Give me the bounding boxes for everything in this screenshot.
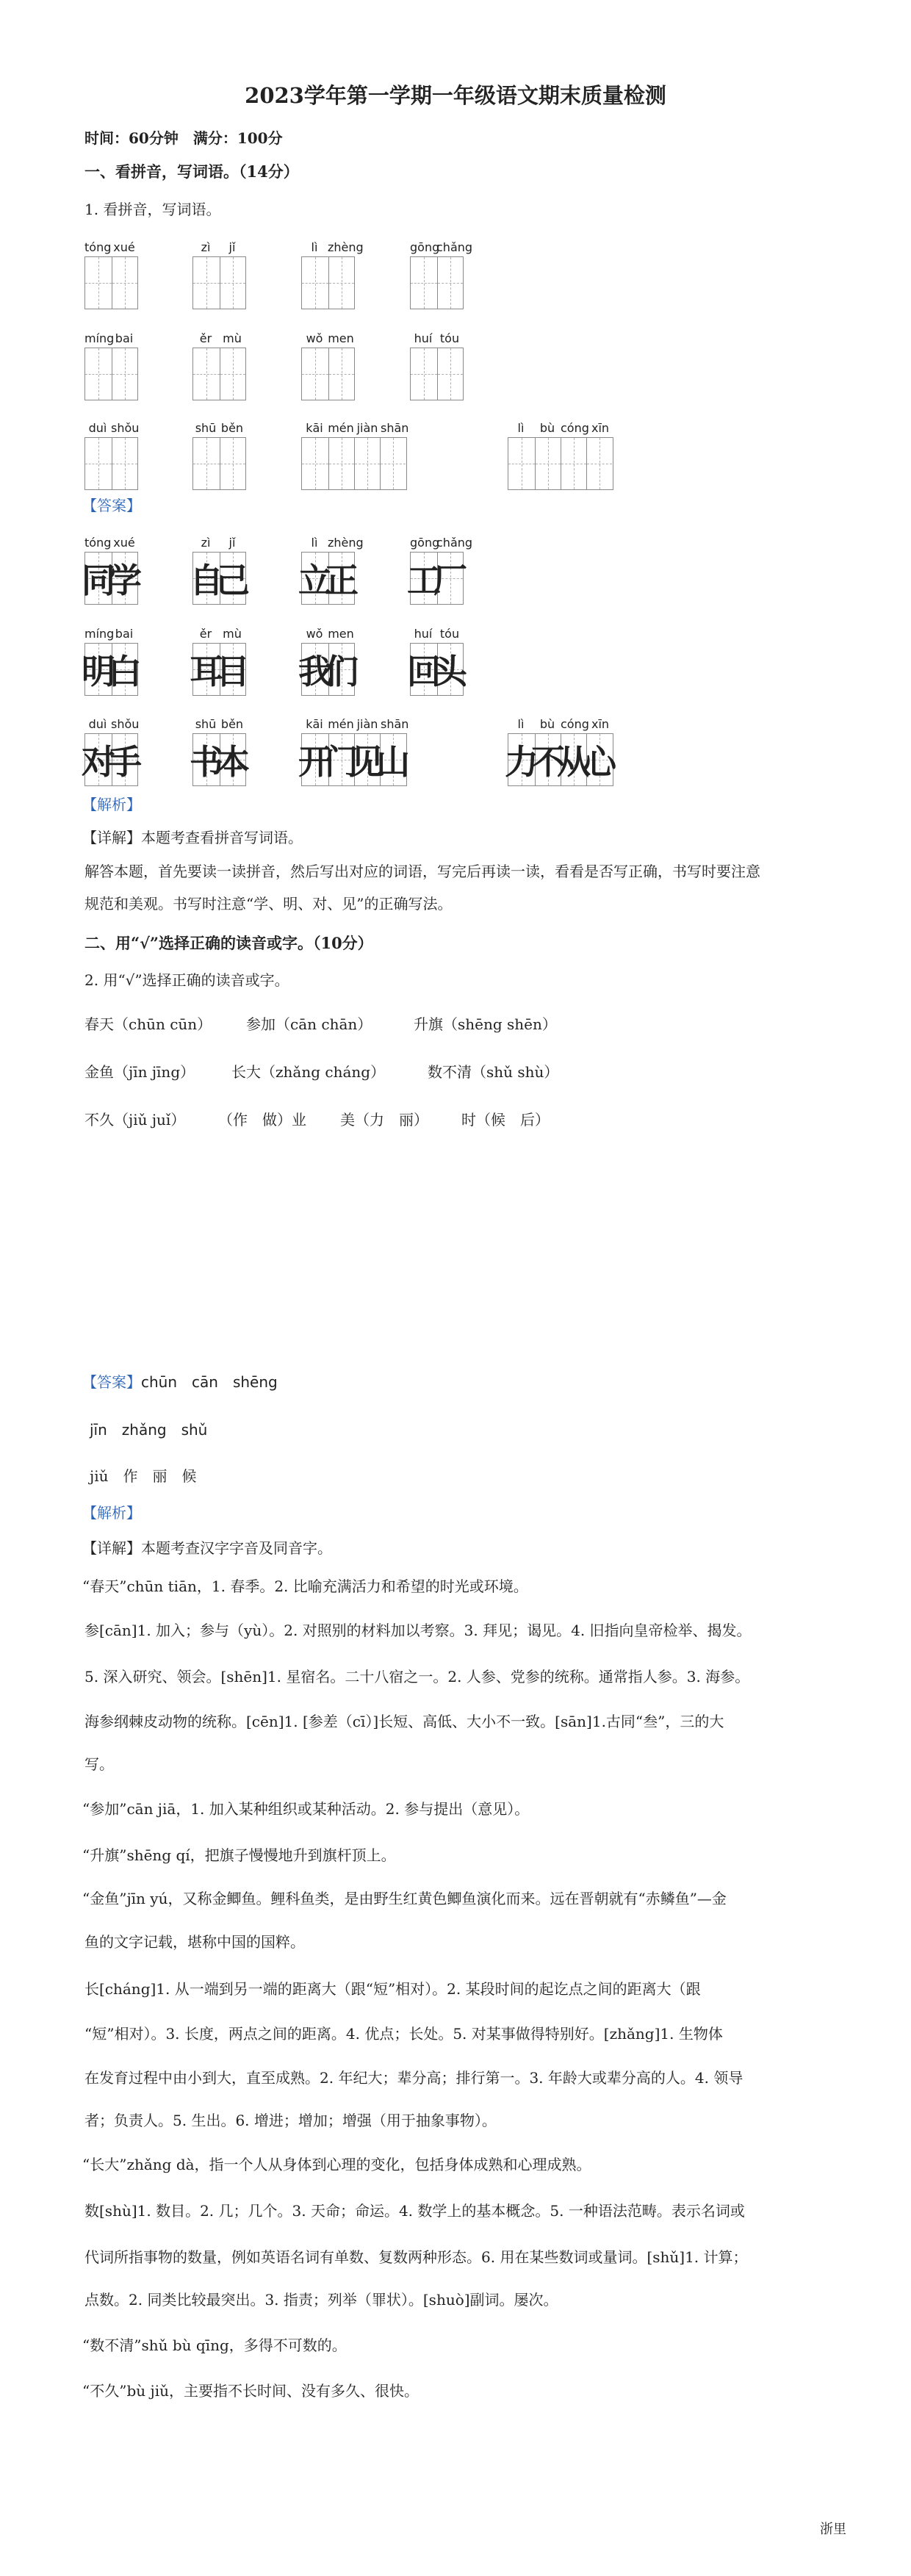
writing-box[interactable] [354,438,380,489]
explanation-line: 海参纲棘皮动物的统称。[cēn]1. [参差（cī）]长短、高低、大小不一致。[sān]1.古同“叁”，三的大 [84,1713,724,1730]
writing-box[interactable] [411,348,437,400]
pinyin-syllable: shǒu [111,421,140,435]
writing-box[interactable] [328,257,354,309]
pinyin-syllable: huí [414,627,433,641]
question-word-group [301,330,355,400]
choice-item: 美（力 丽） [340,1111,428,1129]
answer-character: 回 [407,652,441,691]
tian-zi-grid [410,256,464,309]
writing-box[interactable] [508,438,535,489]
answer-2-line-2: jīn zhǎng shǔ [90,1421,208,1439]
pinyin-row [301,420,407,437]
writing-box[interactable] [328,438,354,489]
section-1-heading: 一、看拼音，写词语。（14分） [84,162,299,181]
pinyin-row [192,625,246,643]
explanation-line: “数不清”shǔ bù qīng，多得不可数的。 [82,2336,347,2354]
explanation-line: 者；负责人。5. 生出。6. 增进；增加；增强（用于抽象事物）。 [84,2112,497,2129]
answer-character: 对 [82,742,115,782]
tian-zi-grid [301,348,355,400]
explanation-line: “不久”bù jiǔ，主要指不长时间、没有多久、很快。 [82,2382,419,2400]
pinyin-row [508,420,613,437]
answer-box [583,734,616,785]
answer-word-group [298,625,359,696]
answer-2-line-1 [82,1370,278,1392]
answer-character: 我 [298,652,332,691]
writing-box[interactable] [112,257,137,309]
explanation-line: 写。 [84,1755,114,1773]
explanation-line: “短”相对）。3. 长度，两点之间的距离。4. 优点；长处。5. 对某事做得特别好。[zhǎng]1. 生物体 [84,2025,723,2043]
answer-character: 山 [376,742,410,782]
pinyin-syllable: lì [311,536,318,550]
pinyin-syllable: duì [88,421,107,435]
pinyin-syllable: men [328,331,354,345]
answer-character: 学 [108,561,142,600]
explain-line-1: 解答本题，首先要读一读拼音，然后写出对应的词语，写完后再读一读，看看是否写正确，书写时要注意 [84,863,760,880]
pinyin-syllable: ěr [199,627,212,641]
detail-2: 【详解】本题考查汉字字音及同音字。 [82,1539,332,1557]
pinyin-syllable: shān [381,421,409,435]
explanation-line: 在发育过程中由小到大，直至成熟。2. 年纪大；辈分高；排行第一。3. 年龄大或辈分高的人。4. 领导 [84,2069,743,2087]
writing-box[interactable] [302,438,328,489]
pinyin-row [84,625,138,643]
answer-character: 开 [298,742,332,782]
pinyin-syllable: kāi [306,421,323,435]
answer-word-group [407,534,473,605]
explanation-line: “春天”chūn tiān，1. 春季。2. 比喻充满活力和希望的时光或环境。 [82,1577,528,1595]
page-title: 2023学年第一学期一年级语文期末质量检测 [245,83,666,108]
tian-zi-grid [298,643,359,696]
tian-zi-grid [84,348,138,400]
question-2: 2. 用“√”选择正确的读音或字。 [84,971,289,989]
pinyin-syllable: wǒ [306,331,323,345]
pinyin-syllable: duì [88,717,107,731]
tian-zi-grid [82,552,142,605]
question-word-group [84,420,138,490]
pinyin-row [508,716,613,733]
answer-character: 不 [531,742,565,782]
writing-box[interactable] [193,257,220,309]
answer-character: 们 [325,652,359,691]
answer-word-group [407,625,467,696]
tian-zi-grid [82,733,142,786]
pinyin-row [84,330,138,348]
pinyin-syllable: gōng [410,536,440,550]
pinyin-syllable: zhèng [328,536,364,550]
pinyin-syllable: míng [84,627,115,641]
pinyin-syllable: shū [195,717,217,731]
answer-box [108,644,142,695]
question-word-group [192,420,246,490]
answer-tag-2: 【答案】 [82,1373,141,1391]
explanation-line: “金鱼”jīn yú，又称金鲫鱼。鲤科鱼类，是由野生红黄色鲫鱼演化而来。远在晋朝就有“赤鳞鱼”—金 [82,1890,727,1907]
choice-item: 时（候 后） [461,1111,550,1129]
pinyin-syllable: cóng [561,717,589,731]
answer-character: 见 [350,742,384,782]
explanation-line: 数[shù]1. 数目。2. 几；几个。3. 天命；命运。4. 数学上的基本概念。5. 一种语法范畴。表示名词或 [84,2202,745,2220]
pinyin-row [84,239,138,256]
pinyin-row [301,716,407,733]
pinyin-syllable: lì [517,421,525,435]
answer-character: 立 [298,561,332,600]
pinyin-syllable: chǎng [436,240,473,254]
pinyin-syllable: bai [115,331,134,345]
tian-zi-grid [301,256,355,309]
explanation-line: 参[cān]1. 加入；参与（yù）。2. 对照别的材料加以考察。3. 拜见；谒见。4. 旧指向皇帝检举、揭发。 [84,1622,752,1639]
pinyin-syllable: cóng [561,421,589,435]
answer-word-group [298,534,364,605]
pinyin-row [192,534,246,552]
writing-box[interactable] [193,438,220,489]
question-word-group [508,420,613,490]
writing-box[interactable] [302,257,328,309]
pinyin-row [410,534,473,552]
question-word-group [84,330,138,400]
answer-character: 正 [325,561,359,600]
choice-item: （作 做）业 [218,1111,306,1129]
pinyin-row [84,420,138,437]
explanation-line: 点数。2. 同类比较最突出。3. 指责；列举（罪状）。[shuò]副词。屡次。 [84,2291,558,2309]
tian-zi-grid [82,643,142,696]
explanation-line: 长[cháng]1. 从一端到另一端的距离大（跟“短”相对）。2. 某段时间的起讫点之间的距离大（跟 [84,1980,701,1998]
pinyin-row [84,716,138,733]
pinyin-syllable: mén [328,421,354,435]
pinyin-syllable: zhèng [328,240,364,254]
answer-box [433,644,467,695]
writing-box[interactable] [220,438,245,489]
pinyin-syllable: ěr [199,331,212,345]
pinyin-syllable: běn [220,717,244,731]
section-2-heading: 二、用“√”选择正确的读音或字。（10分） [84,934,373,952]
writing-box[interactable] [586,438,612,489]
pinyin-syllable: tóu [439,627,460,641]
answer-tag-1: 【答案】 [82,497,141,514]
analysis-tag-1: 【解析】 [82,796,141,813]
tian-zi-grid [192,256,246,309]
choice-item: 升旗（shēng shēn） [414,1015,557,1033]
choice-item: 参加（cān chān） [246,1015,372,1033]
answer-character: 自 [190,561,223,600]
pinyin-syllable: shǒu [111,717,140,731]
choice-item: 金鱼（jīn jīng） [84,1063,195,1081]
pinyin-syllable: bù [539,421,555,435]
explanation-line: 鱼的文字记载，堪称中国的国粹。 [84,1933,305,1951]
question-word-group [192,330,246,400]
writing-box[interactable] [112,348,137,400]
answer-box [216,553,250,604]
pinyin-syllable: jǐ [228,240,236,254]
tian-zi-grid [84,256,138,309]
pinyin-syllable: shān [381,717,409,731]
answer-word-group [190,716,250,786]
exam-meta: 时间：60分钟 满分：100分 [84,129,283,147]
pinyin-syllable: gōng [410,240,440,254]
tian-zi-grid [298,733,410,786]
pinyin-syllable: tóng [84,240,112,254]
footer-mark: 浙里 [820,2522,846,2537]
answer-character: 从 [557,742,591,782]
pinyin-row [410,239,473,256]
tian-zi-grid [407,552,467,605]
pinyin-syllable: tóu [439,331,460,345]
pinyin-syllable: jiàn [356,717,378,731]
pinyin-syllable: bù [539,717,555,731]
tian-zi-grid [192,437,246,490]
answer-word-group [190,534,250,605]
answer-box [376,734,410,785]
answer-character: 头 [433,652,467,691]
answer-word-group [298,716,410,786]
writing-box[interactable] [437,348,463,400]
answer-word-group [505,716,616,786]
answer-word-group [82,625,142,696]
answer-character: 本 [216,742,250,782]
writing-box[interactable] [220,348,245,400]
writing-box[interactable] [535,438,561,489]
pinyin-syllable: jǐ [228,536,236,550]
question-word-group [301,239,364,309]
pinyin-row [301,330,355,348]
question-word-group [410,239,473,309]
pinyin-syllable: lì [517,717,525,731]
question-1: 1. 看拼音，写词语。 [84,201,221,218]
question-word-group [192,239,246,309]
writing-box[interactable] [302,348,328,400]
answer-character: 耳 [190,652,223,691]
tian-zi-grid [301,437,407,490]
pinyin-row [301,625,355,643]
explanation-line: “长大”zhǎng dà，指一个人从身体到心理的变化，包括身体成熟和心理成熟。 [82,2156,591,2173]
pinyin-syllable: men [328,627,354,641]
question-word-group [84,239,138,309]
detail-1: 【详解】本题考查看拼音写词语。 [82,829,303,846]
pinyin-syllable: shū [195,421,217,435]
pinyin-row [410,330,464,348]
explanation-line: 代词所指事物的数量，例如英语名词有单数、复数两种形态。6. 用在某些数词或量词。[shǔ]1. 计算； [84,2248,748,2266]
pinyin-row [192,420,246,437]
analysis-tag-2: 【解析】 [82,1504,141,1522]
tian-zi-grid [190,552,250,605]
pinyin-syllable: mén [328,717,354,731]
writing-box[interactable] [85,438,112,489]
pinyin-syllable: míng [84,331,115,345]
tian-zi-grid [505,733,616,786]
pinyin-syllable: kāi [306,717,323,731]
pinyin-row [192,330,246,348]
answer-character: 目 [216,652,250,691]
answer-2-text: chūn cān shēng [141,1373,278,1391]
writing-box[interactable] [561,438,586,489]
choice-item: 不久（jiǔ juǐ） [84,1111,186,1129]
answer-box [216,734,250,785]
pinyin-row [192,716,246,733]
choice-item: 春天（chūn cūn） [84,1015,212,1033]
writing-box[interactable] [437,257,463,309]
writing-box[interactable] [328,348,354,400]
answer-2-line-3: jiǔ 作 丽 候 [90,1467,197,1485]
pinyin-row [410,625,464,643]
pinyin-syllable: xué [113,536,135,550]
tian-zi-grid [298,552,359,605]
pinyin-syllable: xīn [591,421,610,435]
answer-character: 明 [82,652,115,691]
answer-box [325,644,359,695]
explanation-line: “升旗”shēng qí，把旗子慢慢地升到旗杆顶上。 [82,1846,396,1864]
pinyin-row [301,534,364,552]
answer-character: 白 [108,652,142,691]
writing-box[interactable] [193,348,220,400]
answer-box [433,553,467,604]
choice-item: 数不清（shǔ shù） [428,1063,559,1081]
pinyin-syllable: wǒ [306,627,323,641]
explanation-line: 5. 深入研究、领会。[shēn]1. 星宿名。二十八宿之一。2. 人参、党参的统称。通常指人参。3. 海参。 [84,1668,750,1685]
answer-character: 厂 [433,561,467,600]
pinyin-syllable: xué [113,240,135,254]
pinyin-syllable: běn [220,421,244,435]
writing-box[interactable] [220,257,245,309]
explain-line-2: 规范和美观。书写时注意“学、明、对、见”的正确写法。 [84,895,453,913]
pinyin-syllable: zì [201,536,211,550]
pinyin-row [192,239,246,256]
pinyin-syllable: huí [414,331,433,345]
pinyin-syllable: xīn [591,717,610,731]
tian-zi-grid [190,733,250,786]
answer-character: 工 [407,561,441,600]
tian-zi-grid [407,643,467,696]
answer-word-group [82,716,142,786]
answer-character: 己 [216,561,250,600]
answer-word-group [82,534,142,605]
answer-word-group [190,625,250,696]
answer-character: 书 [190,742,223,782]
answer-character: 力 [505,742,539,782]
pinyin-syllable: zì [201,240,211,254]
pinyin-syllable: chǎng [436,536,473,550]
tian-zi-grid [84,437,138,490]
answer-box [108,734,142,785]
answer-box [325,553,359,604]
answer-box [108,553,142,604]
question-word-group [301,420,407,490]
tian-zi-grid [410,348,464,400]
answer-box [216,644,250,695]
pinyin-syllable: tóng [84,536,112,550]
pinyin-syllable: bai [115,627,134,641]
pinyin-syllable: mù [223,627,242,641]
writing-box[interactable] [85,257,112,309]
answer-character: 心 [583,742,616,782]
explanation-line: “参加”cān jiā，1. 加入某种组织或某种活动。2. 参与提出（意见）。 [82,1800,530,1818]
answer-character: 门 [325,742,359,782]
tian-zi-grid [192,348,246,400]
answer-character: 手 [108,742,142,782]
writing-box[interactable] [380,438,406,489]
tian-zi-grid [190,643,250,696]
answer-character: 同 [82,561,115,600]
writing-box[interactable] [112,438,137,489]
pinyin-syllable: lì [311,240,318,254]
question-word-group [410,330,464,400]
tian-zi-grid [508,437,613,490]
pinyin-syllable: mù [223,331,242,345]
pinyin-row [301,239,364,256]
writing-box[interactable] [85,348,112,400]
pinyin-row [84,534,138,552]
pinyin-syllable: jiàn [356,421,378,435]
writing-box[interactable] [411,257,437,309]
choice-item: 长大（zhǎng cháng） [231,1063,386,1081]
